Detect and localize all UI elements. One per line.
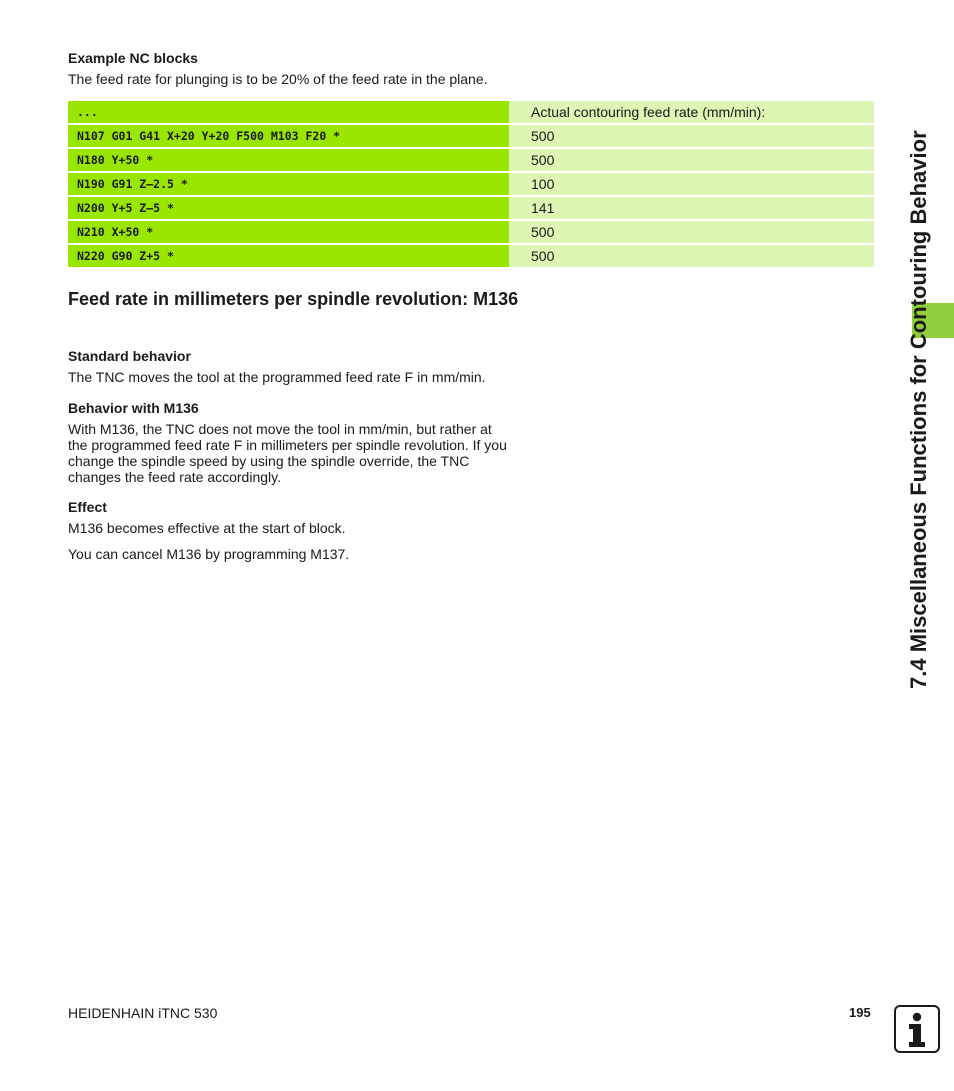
feed-rate-cell: Actual contouring feed rate (mm/min): bbox=[509, 101, 874, 123]
m136-behavior-text: With M136, the TNC does not move the tool in mm/min, but rather at the programmed feed rate F in millimeters per spindle revolution. If you change the spindle speed by using the spindle override, the TNC changes the feed rate accordingly. bbox=[68, 421, 507, 485]
nc-code-cell: N210 X+50 * bbox=[68, 221, 509, 243]
standard-behavior-heading: Standard behavior bbox=[68, 348, 191, 364]
feed-rate-cell: 100 bbox=[509, 173, 874, 195]
table-row bbox=[68, 101, 874, 123]
effect-heading: Effect bbox=[68, 499, 107, 515]
feed-rate-cell: 500 bbox=[509, 245, 874, 267]
table-row bbox=[68, 173, 874, 195]
table-row bbox=[68, 149, 874, 171]
effect-text-1: M136 becomes effective at the start of block. bbox=[68, 520, 346, 536]
feed-rate-cell: 500 bbox=[509, 125, 874, 147]
standard-behavior-text: The TNC moves the tool at the programmed feed rate F in mm/min. bbox=[68, 369, 486, 385]
table-row bbox=[68, 221, 874, 243]
section-title: Feed rate in millimeters per spindle revolution: M136 bbox=[68, 289, 519, 309]
table-row bbox=[68, 125, 874, 147]
nc-code-cell: N190 G91 Z–2.5 * bbox=[68, 173, 509, 195]
table-row bbox=[68, 245, 874, 267]
example-text: The feed rate for plunging is to be 20% of the feed rate in the plane. bbox=[68, 71, 488, 87]
feed-rate-cell: 500 bbox=[509, 221, 874, 243]
table-row bbox=[68, 197, 874, 219]
nc-code-cell: N180 Y+50 * bbox=[68, 149, 509, 171]
footer-product: HEIDENHAIN iTNC 530 bbox=[68, 1005, 218, 1021]
nc-code-cell: ... bbox=[68, 101, 509, 123]
feed-rate-cell: 141 bbox=[509, 197, 874, 219]
nc-code-cell: N200 Y+5 Z–5 * bbox=[68, 197, 509, 219]
feed-rate-cell: 500 bbox=[509, 149, 874, 171]
m136-behavior-heading: Behavior with M136 bbox=[68, 400, 199, 416]
info-icon bbox=[894, 1005, 940, 1053]
nc-blocks-table bbox=[68, 101, 874, 269]
chapter-side-title: 7.4 Miscellaneous Functions for Contouring Behavior bbox=[906, 130, 931, 689]
page-number: 195 bbox=[849, 1005, 871, 1020]
nc-code-cell: N220 G90 Z+5 * bbox=[68, 245, 509, 267]
nc-code-cell: N107 G01 G41 X+20 Y+20 F500 M103 F20 * bbox=[68, 125, 509, 147]
effect-text-2: You can cancel M136 by programming M137. bbox=[68, 546, 350, 562]
example-heading: Example NC blocks bbox=[68, 50, 198, 66]
